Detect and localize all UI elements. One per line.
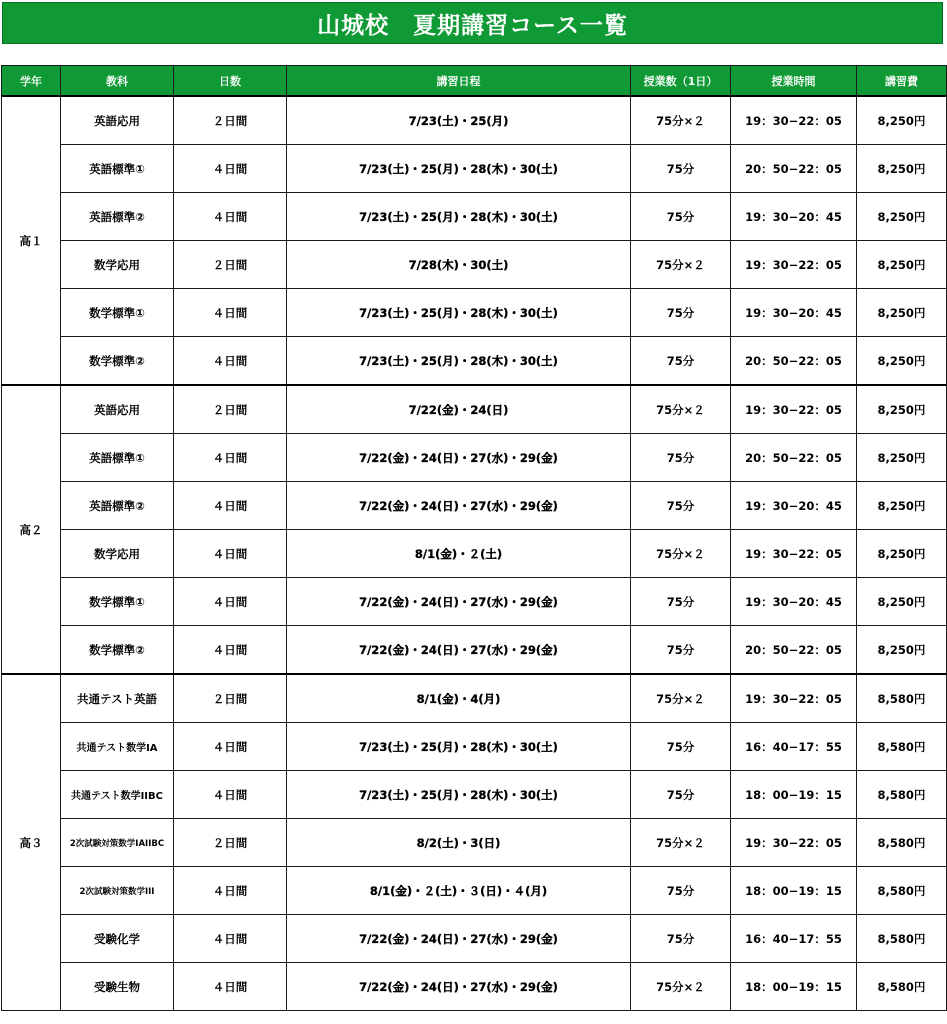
lessons-cell: 75分×２ xyxy=(631,674,731,723)
header-subject: 教科 xyxy=(61,66,174,97)
schedule-cell: 7/23(土)・25(月)・28(木)・30(土) xyxy=(287,723,631,771)
subject-cell: 英語標準② xyxy=(61,193,174,241)
fee-cell: 8,580円 xyxy=(857,674,947,723)
subject-cell: 数学標準① xyxy=(61,289,174,337)
page-title: 山城校 夏期講習コース一覧 xyxy=(317,12,628,39)
time-cell: 18：00−19：15 xyxy=(731,771,857,819)
lessons-cell: 75分 xyxy=(631,145,731,193)
lessons-cell: 75分 xyxy=(631,482,731,530)
fee-cell: 8,250円 xyxy=(857,385,947,434)
days-cell: ２日間 xyxy=(174,674,287,723)
days-cell: ２日間 xyxy=(174,385,287,434)
header-fee: 講習費 xyxy=(857,66,947,97)
course-rows xyxy=(2,96,947,1011)
subject-cell: 数学標準② xyxy=(61,626,174,675)
fee-cell: 8,250円 xyxy=(857,145,947,193)
schedule-cell: 7/22(金)・24(日)・27(水)・29(金) xyxy=(287,434,631,482)
header-days: 日数 xyxy=(174,66,287,97)
subject-cell: 数学標準① xyxy=(61,578,174,626)
time-cell: 16：40−17：55 xyxy=(731,915,857,963)
schedule-cell: 8/1(金)・２(土)・３(日)・４(月) xyxy=(287,867,631,915)
time-cell: 19：30−20：45 xyxy=(731,482,857,530)
fee-cell: 8,250円 xyxy=(857,530,947,578)
schedule-cell: 7/23(土)・25(月)・28(木)・30(土) xyxy=(287,337,631,386)
time-cell: 19：30−20：45 xyxy=(731,289,857,337)
table-row xyxy=(2,96,947,145)
fee-cell: 8,250円 xyxy=(857,289,947,337)
days-cell: ４日間 xyxy=(174,482,287,530)
fee-cell: 8,250円 xyxy=(857,96,947,145)
schedule-cell: 7/23(土)・25(月)・28(木)・30(土) xyxy=(287,145,631,193)
subject-cell: 数学応用 xyxy=(61,530,174,578)
table-row xyxy=(2,193,947,241)
lessons-cell: 75分×２ xyxy=(631,96,731,145)
time-cell: 19：30−22：05 xyxy=(731,96,857,145)
fee-cell: 8,250円 xyxy=(857,482,947,530)
lessons-cell: 75分 xyxy=(631,337,731,386)
subject-cell: 受験化学 xyxy=(61,915,174,963)
lessons-cell: 75分 xyxy=(631,867,731,915)
fee-cell: 8,250円 xyxy=(857,337,947,386)
header-schedule: 講習日程 xyxy=(287,66,631,97)
schedule-cell: 7/28(木)・30(土) xyxy=(287,241,631,289)
table-row xyxy=(2,771,947,819)
grade-cell: 高１ xyxy=(2,96,61,385)
subject-cell: 2次試験対策数学IAIIBC xyxy=(61,819,174,867)
table-row xyxy=(2,867,947,915)
fee-cell: 8,580円 xyxy=(857,819,947,867)
lessons-cell: 75分 xyxy=(631,434,731,482)
subject-cell: 共通テスト英語 xyxy=(61,674,174,723)
lessons-cell: 75分×２ xyxy=(631,241,731,289)
title-banner xyxy=(2,2,943,44)
schedule-cell: 7/22(金)・24(日)・27(水)・29(金) xyxy=(287,626,631,675)
days-cell: ４日間 xyxy=(174,626,287,675)
schedule-cell: 8/1(金)・２(土) xyxy=(287,530,631,578)
grade-cell: 高２ xyxy=(2,385,61,674)
days-cell: ２日間 xyxy=(174,96,287,145)
fee-cell: 8,580円 xyxy=(857,771,947,819)
table-row xyxy=(2,723,947,771)
fee-cell: 8,250円 xyxy=(857,578,947,626)
time-cell: 19：30−22：05 xyxy=(731,819,857,867)
subject-cell: 英語標準② xyxy=(61,482,174,530)
days-cell: ４日間 xyxy=(174,963,287,1011)
subject-cell: 共通テスト数学IIBC xyxy=(61,771,174,819)
time-cell: 19：30−22：05 xyxy=(731,241,857,289)
header-row xyxy=(2,66,947,97)
table-row xyxy=(2,482,947,530)
lessons-cell: 75分×２ xyxy=(631,530,731,578)
schedule-cell: 7/23(土)・25(月)・28(木)・30(土) xyxy=(287,193,631,241)
schedule-cell: 7/22(金)・24(日) xyxy=(287,385,631,434)
schedule-cell: 7/23(土)・25(月) xyxy=(287,96,631,145)
table-row xyxy=(2,915,947,963)
table-row xyxy=(2,530,947,578)
lessons-cell: 75分 xyxy=(631,289,731,337)
lessons-cell: 75分 xyxy=(631,193,731,241)
subject-cell: 2次試験対策数学III xyxy=(61,867,174,915)
lessons-cell: 75分 xyxy=(631,771,731,819)
fee-cell: 8,250円 xyxy=(857,434,947,482)
time-cell: 16：40−17：55 xyxy=(731,723,857,771)
time-cell: 18：00−19：15 xyxy=(731,867,857,915)
days-cell: ２日間 xyxy=(174,819,287,867)
fee-cell: 8,250円 xyxy=(857,193,947,241)
lessons-cell: 75分×２ xyxy=(631,963,731,1011)
fee-cell: 8,250円 xyxy=(857,626,947,675)
lessons-cell: 75分 xyxy=(631,578,731,626)
header-grade: 学年 xyxy=(2,66,61,97)
subject-cell: 共通テスト数学IA xyxy=(61,723,174,771)
schedule-cell: 7/22(金)・24(日)・27(水)・29(金) xyxy=(287,915,631,963)
fee-cell: 8,580円 xyxy=(857,867,947,915)
time-cell: 20：50−22：05 xyxy=(731,434,857,482)
schedule-cell: 8/2(土)・3(日) xyxy=(287,819,631,867)
time-cell: 20：50−22：05 xyxy=(731,626,857,675)
lessons-cell: 75分 xyxy=(631,723,731,771)
days-cell: ２日間 xyxy=(174,241,287,289)
schedule-cell: 7/22(金)・24(日)・27(水)・29(金) xyxy=(287,963,631,1011)
time-cell: 20：50−22：05 xyxy=(731,337,857,386)
fee-cell: 8,580円 xyxy=(857,915,947,963)
table-row xyxy=(2,626,947,675)
header-lessons-per-day: 授業数（1日） xyxy=(631,66,731,97)
table-row xyxy=(2,145,947,193)
time-cell: 19：30−20：45 xyxy=(731,578,857,626)
lessons-cell: 75分 xyxy=(631,626,731,675)
table-row xyxy=(2,578,947,626)
days-cell: ４日間 xyxy=(174,530,287,578)
subject-cell: 数学標準② xyxy=(61,337,174,386)
table-row xyxy=(2,241,947,289)
schedule-cell: 7/22(金)・24(日)・27(水)・29(金) xyxy=(287,482,631,530)
schedule-cell: 7/22(金)・24(日)・27(水)・29(金) xyxy=(287,578,631,626)
time-cell: 19：30−20：45 xyxy=(731,193,857,241)
subject-cell: 英語標準① xyxy=(61,145,174,193)
lessons-cell: 75分×２ xyxy=(631,385,731,434)
fee-cell: 8,580円 xyxy=(857,723,947,771)
subject-cell: 受験生物 xyxy=(61,963,174,1011)
days-cell: ４日間 xyxy=(174,578,287,626)
time-cell: 19：30−22：05 xyxy=(731,385,857,434)
course-table xyxy=(1,65,947,1011)
days-cell: ４日間 xyxy=(174,771,287,819)
schedule-cell: 7/23(土)・25(月)・28(木)・30(土) xyxy=(287,771,631,819)
table-row xyxy=(2,337,947,386)
days-cell: ４日間 xyxy=(174,867,287,915)
table-row xyxy=(2,434,947,482)
subject-cell: 英語応用 xyxy=(61,385,174,434)
days-cell: ４日間 xyxy=(174,723,287,771)
lessons-cell: 75分 xyxy=(631,915,731,963)
days-cell: ４日間 xyxy=(174,337,287,386)
table-row xyxy=(2,819,947,867)
schedule-cell: 7/23(土)・25(月)・28(木)・30(土) xyxy=(287,289,631,337)
time-cell: 19：30−22：05 xyxy=(731,530,857,578)
time-cell: 18：00−19：15 xyxy=(731,963,857,1011)
time-cell: 19：30−22：05 xyxy=(731,674,857,723)
schedule-cell: 8/1(金)・4(月) xyxy=(287,674,631,723)
days-cell: ４日間 xyxy=(174,434,287,482)
days-cell: ４日間 xyxy=(174,145,287,193)
subject-cell: 英語応用 xyxy=(61,96,174,145)
days-cell: ４日間 xyxy=(174,289,287,337)
lessons-cell: 75分×２ xyxy=(631,819,731,867)
grade-cell: 高３ xyxy=(2,674,61,1011)
time-cell: 20：50−22：05 xyxy=(731,145,857,193)
table-row xyxy=(2,385,947,434)
fee-cell: 8,580円 xyxy=(857,963,947,1011)
table-row xyxy=(2,963,947,1011)
table-row xyxy=(2,674,947,723)
subject-cell: 数学応用 xyxy=(61,241,174,289)
days-cell: ４日間 xyxy=(174,915,287,963)
table-row xyxy=(2,289,947,337)
days-cell: ４日間 xyxy=(174,193,287,241)
subject-cell: 英語標準① xyxy=(61,434,174,482)
fee-cell: 8,250円 xyxy=(857,241,947,289)
header-lesson-time: 授業時間 xyxy=(731,66,857,97)
